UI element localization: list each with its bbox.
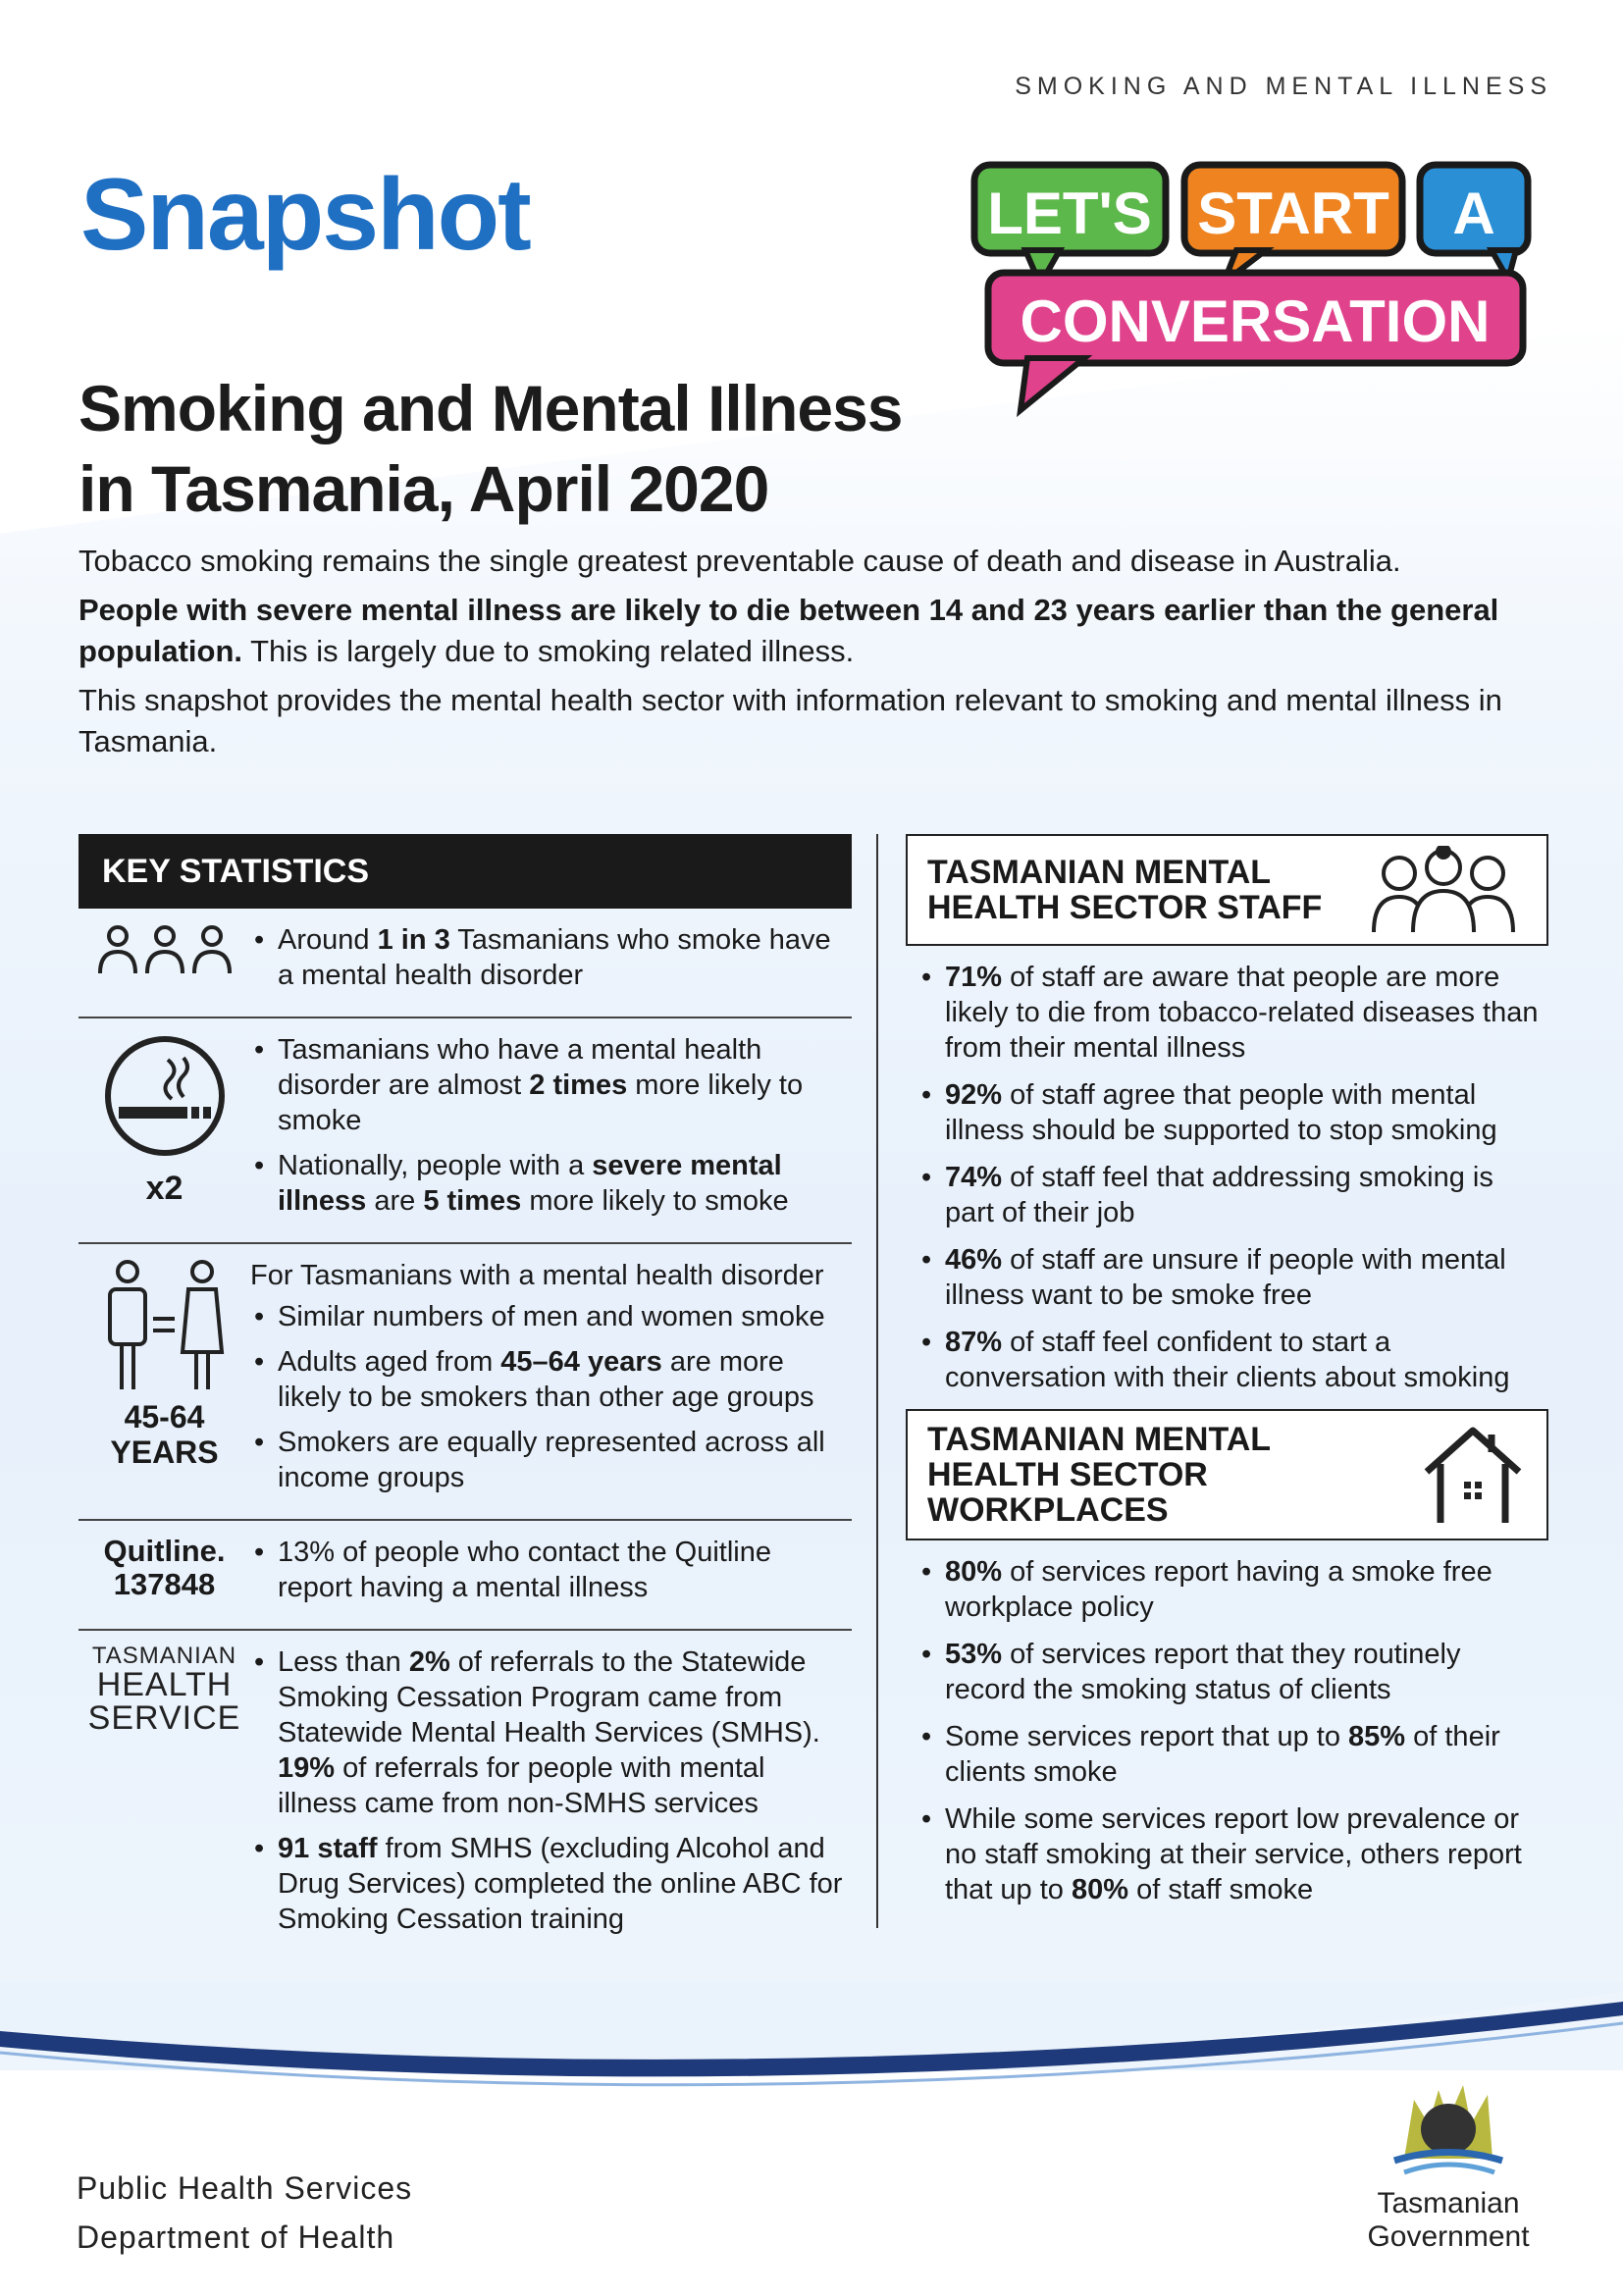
bullet-item	[250, 1148, 852, 1219]
staff-stat-item	[917, 1325, 1539, 1395]
key-stat-row	[79, 1244, 852, 1521]
text-span: of staff smoke	[1128, 1874, 1314, 1905]
logo-word-conversation: CONVERSATION	[1020, 288, 1491, 354]
bold-span: 1 in 3	[377, 924, 450, 956]
workplaces-title-line-3: WORKPLACES	[927, 1491, 1169, 1529]
footer-line-2: Department of Health	[77, 2219, 395, 2255]
series-label: SMOKING AND MENTAL ILLNESS	[1015, 73, 1552, 100]
staff-stat-percent: 74%	[945, 1162, 1003, 1193]
staff-stat-percent: 46%	[945, 1244, 1003, 1276]
tasmanian-government-logo	[1350, 2070, 1546, 2254]
age-range-label	[110, 1399, 218, 1470]
staff-stat-item	[917, 1160, 1539, 1230]
workplaces-box	[906, 1409, 1548, 1540]
ks-body	[250, 1644, 852, 1947]
ks-body	[250, 1258, 852, 1505]
snapshot-heading: Snapshot	[80, 158, 530, 272]
staff-box	[906, 834, 1548, 946]
ks-body	[250, 922, 852, 1003]
title-line-2: in Tasmania, April 2020	[79, 452, 769, 525]
gov-line-1: Tasmanian	[1377, 2187, 1520, 2219]
bold-span: 85%	[1348, 1721, 1406, 1752]
text-span: of referrals for people with mental illness came from non-SMHS services	[278, 1752, 765, 1819]
bold-span: severe mental illness	[278, 1150, 782, 1217]
bullet-item	[250, 1032, 852, 1138]
ks-icon-cell	[79, 1644, 250, 1947]
intro-paragraph-1: Tobacco smoking remains the single greatest preventable cause of death and disease in Australia.	[79, 544, 1401, 578]
workplaces-list	[906, 1540, 1548, 1907]
ks-body	[250, 1535, 852, 1615]
workplaces-title	[927, 1422, 1271, 1528]
staff-stat-item	[917, 960, 1539, 1066]
key-stat-row	[79, 1521, 852, 1631]
bold-span: 80%	[945, 1556, 1003, 1588]
workplaces-title-line-2: HEALTH SECTOR	[927, 1456, 1208, 1493]
staff-people-icon	[1360, 846, 1527, 934]
bullet-item	[250, 1344, 852, 1415]
bold-span: 45–64 years	[500, 1346, 662, 1378]
ks-icon-cell	[79, 1258, 250, 1505]
logo-word-start: START	[1197, 181, 1389, 246]
text-span: Around	[278, 924, 378, 956]
staff-title-line-1: TASMANIAN MENTAL	[927, 854, 1272, 891]
quitline-name: Quitline.	[103, 1534, 226, 1568]
text-span: While some services report low prevalence or no staff smoking at their service, others report that up to	[945, 1803, 1522, 1905]
ks-icon-cell	[79, 922, 250, 1003]
staff-list	[906, 946, 1548, 1395]
gov-line-2: Government	[1367, 2220, 1530, 2253]
text-span: more likely to smoke	[278, 1070, 804, 1136]
ks-icon-cell	[79, 1535, 250, 1615]
quitline-number: 137848	[113, 1567, 216, 1601]
key-statistics-column	[79, 834, 852, 1960]
key-statistics-header: KEY STATISTICS	[79, 834, 852, 909]
text-span: Less than	[278, 1646, 409, 1678]
text-span: from SMHS (excluding Alcohol and Drug Services) completed the online ABC for Smoking Cessation training	[278, 1833, 843, 1935]
bold-span: 91 staff	[278, 1833, 378, 1864]
logo-word-lets: LET'S	[987, 181, 1152, 246]
ths-line-3: SERVICE	[87, 1699, 241, 1737]
key-stat-row	[79, 909, 852, 1018]
text-span: Adults aged from	[278, 1346, 501, 1378]
bullet-item	[250, 1831, 852, 1937]
bold-span: 53%	[945, 1639, 1003, 1670]
bullet-item	[250, 1644, 852, 1821]
intro-paragraph-2	[79, 590, 1550, 672]
age-range-unit: YEARS	[110, 1435, 219, 1470]
staff-stat-text: of staff feel confident to start a conversation with their clients about smoking	[945, 1327, 1510, 1393]
bullet-item	[917, 1637, 1539, 1707]
text-span: Some services report that up to	[945, 1721, 1349, 1752]
column-divider	[876, 834, 878, 1928]
staff-stat-percent: 92%	[945, 1079, 1003, 1111]
logo-word-a: A	[1452, 181, 1495, 246]
bold-span: 80%	[1072, 1874, 1129, 1905]
intro	[79, 541, 1550, 770]
page-title	[79, 368, 903, 529]
text-span: are more likely to be smokers than other age groups	[278, 1346, 814, 1413]
text-span: Nationally, people with a	[278, 1150, 593, 1181]
tasmanian-health-service-logo	[88, 1644, 241, 1735]
staff-stat-text: of staff are unsure if people with mental illness want to be smoke free	[945, 1244, 1506, 1311]
staff-title	[927, 855, 1322, 925]
three-people-icon	[96, 922, 234, 981]
intro-paragraph-3: This snapshot provides the mental health sector with information relevant to smoking and mental illness in Tasmania.	[79, 683, 1502, 758]
house-icon	[1419, 1421, 1527, 1529]
bullet-item	[917, 1719, 1539, 1790]
text-span: Tasmanians who smoke have a mental health disorder	[278, 924, 831, 991]
staff-title-line-2: HEALTH SECTOR STAFF	[927, 889, 1323, 926]
bold-span: 5 times	[423, 1185, 522, 1217]
bullet-item: • Smokers are equally represented across all income groups	[250, 1425, 852, 1495]
text-span: are	[366, 1185, 424, 1217]
staff-stat-text: of staff feel that addressing smoking is part of their job	[945, 1162, 1493, 1228]
text-span: of their clients smoke	[945, 1721, 1500, 1788]
bullet-item	[917, 1554, 1539, 1625]
workplaces-title-line-1: TASMANIAN MENTAL	[927, 1421, 1272, 1458]
man-equals-woman-icon	[96, 1258, 234, 1395]
text-span: Tasmanians who have a mental health disorder are almost	[278, 1034, 762, 1101]
lets-start-a-conversation-logo	[967, 157, 1555, 422]
staff-stat-text: of staff agree that people with mental illness should be supported to stop smoking	[945, 1079, 1497, 1146]
government-name	[1350, 2187, 1546, 2254]
times-two-label: x2	[145, 1170, 183, 1207]
text-span: of services report having a smoke free workplace policy	[945, 1556, 1492, 1623]
title-line-1: Smoking and Mental Illness	[79, 372, 903, 444]
bold-span: 2 times	[529, 1070, 628, 1101]
smoking-icon	[101, 1032, 229, 1160]
bullet-item	[917, 1801, 1539, 1907]
quitline-logo	[104, 1535, 226, 1601]
staff-stat-item	[917, 1242, 1539, 1313]
ks-icon-cell	[79, 1032, 250, 1228]
staff-stat-percent: 87%	[945, 1327, 1003, 1358]
sector-column	[906, 834, 1548, 1919]
text-span: of services report that they routinely record the smoking status of clients	[945, 1639, 1461, 1705]
key-stat-row	[79, 1631, 852, 1960]
text-span: more likely to smoke	[521, 1185, 789, 1217]
bullet-item: • 13% of people who contact the Quitline report having a mental illness	[250, 1535, 852, 1605]
staff-stat-item	[917, 1077, 1539, 1148]
tasmanian-tiger-emblem-icon	[1385, 2070, 1512, 2178]
text-span: of referrals to the Statewide Smoking Cessation Program came from Statewide Mental Health Services (SMHS).	[278, 1646, 820, 1748]
staff-stat-percent: 71%	[945, 962, 1003, 993]
footer-line-1: Public Health Services	[77, 2170, 413, 2206]
key-stat-row	[79, 1018, 852, 1244]
staff-stat-text: of staff are aware that people are more likely to die from tobacco-related diseases than from their mental illness	[945, 962, 1539, 1064]
lead-text: For Tasmanians with a mental health disorder	[250, 1260, 824, 1291]
bold-span: 19%	[278, 1752, 336, 1784]
bullet-item: • Similar numbers of men and women smoke	[250, 1299, 852, 1334]
footer-department	[77, 2164, 412, 2262]
intro-rest-text: This is largely due to smoking related illness.	[242, 634, 855, 668]
bold-span: 2%	[408, 1646, 450, 1678]
bullet-item	[250, 922, 852, 993]
ks-body	[250, 1032, 852, 1228]
intro-bold-text: People with severe mental illness are likely to die between 14 and 23 years earlier than the general population.	[79, 593, 1499, 668]
ths-line-1: TASMANIAN	[91, 1643, 237, 1669]
age-range-number: 45-64	[124, 1399, 205, 1435]
ths-line-2: HEALTH	[96, 1666, 233, 1703]
